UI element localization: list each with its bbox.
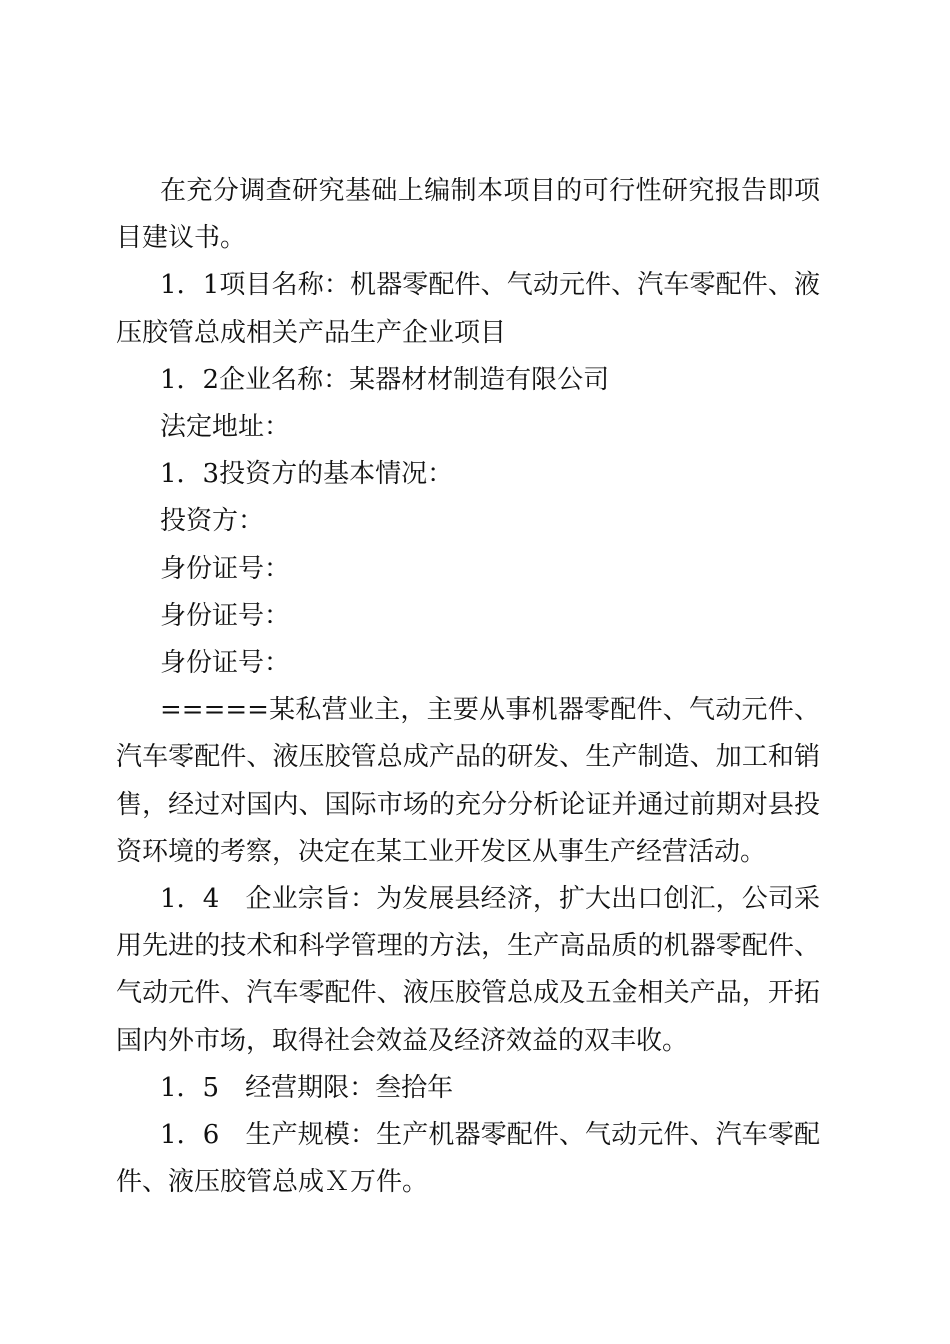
- paragraph-id-number-1: 身份证号：: [160, 553, 291, 584]
- paragraph-company-name: 1．2企业名称：某器材材制造有限公司: [160, 364, 610, 395]
- paragraph-production-scale: 1．6 生产规模：生产机器零配件、气动元件、汽车零配件、液压胶管总成Ｘ万件。: [116, 1120, 820, 1198]
- paragraph-id-number-3: 身份证号：: [160, 648, 291, 679]
- paragraph-investor-heading: 1．3投资方的基本情况：: [160, 459, 454, 490]
- paragraph-legal-address: 法定地址：: [160, 412, 291, 443]
- paragraph-project-name: 1．1项目名称：机器零配件、气动元件、汽车零配件、液压胶管总成相关产品生产企业项目: [116, 270, 820, 348]
- paragraph-operating-term: 1．5 经营期限：叁拾年: [160, 1072, 454, 1103]
- paragraph-investor: 投资方：: [160, 506, 265, 537]
- paragraph-id-number-2: 身份证号：: [160, 600, 291, 631]
- paragraph-business-description: =====某私营业主，主要从事机器零配件、气动元件、汽车零配件、液压胶管总成产品的研发、生产制造、加工和销售，经过对国内、国际市场的充分分析论证并通过前期对县投资环境的考察，决定在某工业开发区从事生产经营活动。: [116, 695, 820, 867]
- document-body: [116, 168, 820, 1206]
- paragraph-company-purpose: 1．4 企业宗旨：为发展县经济，扩大出口创汇，公司采用先进的技术和科学管理的方法，生产高品质的机器零配件、气动元件、汽车零配件、液压胶管总成及五金相关产品，开拓国内外市场，取得社会效益及经济效益的双丰收。: [116, 884, 820, 1056]
- paragraph-intro: 在充分调查研究基础上编制本项目的可行性研究报告即项目建议书。: [116, 176, 820, 254]
